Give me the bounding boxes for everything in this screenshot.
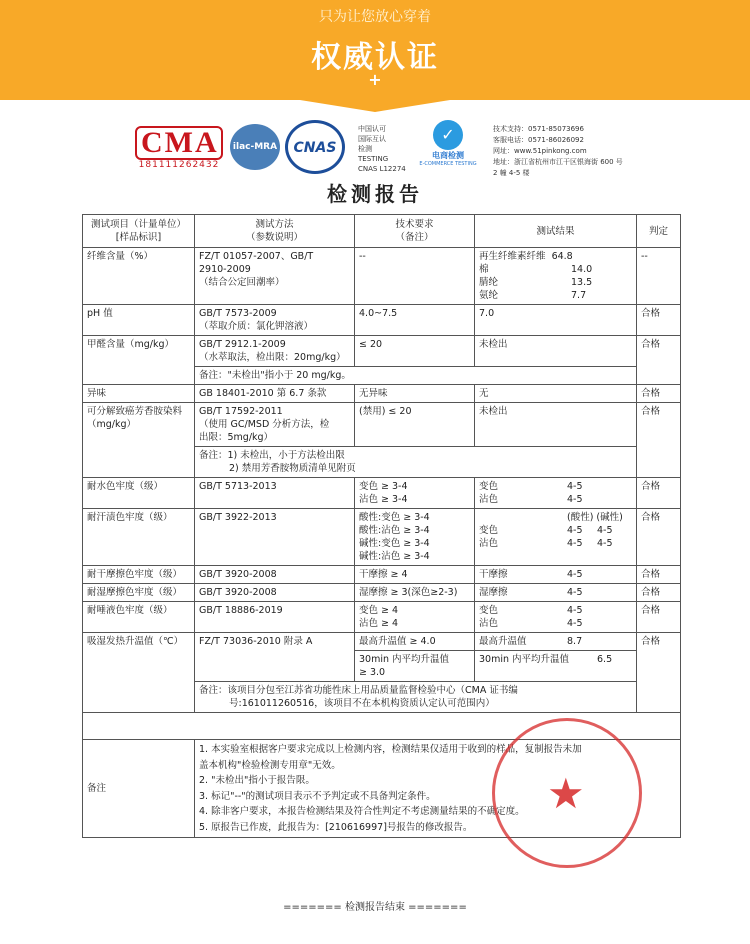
header-item xyxy=(83,215,195,248)
table-cell: GB/T 3920-2008 xyxy=(195,566,355,584)
table-cell xyxy=(475,602,637,633)
table-cell: 未检出 xyxy=(475,336,637,367)
text-line: 网址：www.51pinkong.com xyxy=(493,147,587,155)
table-cell xyxy=(475,248,637,305)
table-cell: 无异味 xyxy=(355,385,475,403)
text-line: 变色 xyxy=(479,605,499,616)
table-cell: 合格 xyxy=(637,566,681,584)
text-line: 沾色 xyxy=(479,538,499,549)
table-cell: 纤维含量（%） xyxy=(83,248,195,305)
table-cell: 合格 xyxy=(637,385,681,403)
text-line: 中国认可 xyxy=(358,125,386,133)
table-cell: 异味 xyxy=(83,385,195,403)
contact-info xyxy=(493,124,623,179)
table-cell: GB 18401-2010 第 6.7 条款 xyxy=(195,385,355,403)
table-cell: 湿摩擦 ≥ 3(深色≥2-3) xyxy=(355,584,475,602)
text-line: 测试方法 xyxy=(255,219,294,230)
table-cell: 合格 xyxy=(637,336,681,385)
table-cell: 干摩擦 ≥ 4 xyxy=(355,566,475,584)
table-cell: 耐水色牢度（级） xyxy=(83,478,195,509)
table-row xyxy=(83,566,681,584)
table-cell: GB/T 5713-2013 xyxy=(195,478,355,509)
text-line: 14.0 xyxy=(571,264,593,275)
text-line: 4-5 xyxy=(567,587,583,598)
text-line: （水萃取法，检出限：20mg/kg） xyxy=(199,352,346,363)
banner-subtitle: 只为让您放心穿着 xyxy=(319,9,431,25)
text-line: 出限：5mg/kg） xyxy=(199,432,274,443)
text-line: 4-5 xyxy=(567,525,583,536)
text-line: 酸性:变色 ≥ 3-4 xyxy=(359,512,430,523)
table-cell: 耐汗渍色牢度（级） xyxy=(83,509,195,566)
table-cell xyxy=(195,305,355,336)
ecom-subtitle: E-COMMERCE TESTING xyxy=(419,161,477,167)
text-line: 13.5 xyxy=(571,277,593,288)
header-verdict: 判定 xyxy=(637,215,681,248)
table-cell xyxy=(355,651,475,682)
text-line: 碱性:沾色 ≥ 3-4 xyxy=(359,551,430,562)
text-line: 号:161011260516，该项目不在本机构资质认定认可范围内） xyxy=(229,698,495,709)
text-line: 客服电话：0571-86026092 xyxy=(493,136,584,144)
table-cell: pH 值 xyxy=(83,305,195,336)
text-line: 备注：该项目分包至江苏省功能性床上用品质量监督检验中心（CMA 证书编 xyxy=(199,685,518,696)
text-line: 4-5 xyxy=(597,538,613,549)
text-line: [样品标识] xyxy=(115,232,162,243)
table-cell xyxy=(355,509,475,566)
table-cell: 合格 xyxy=(637,305,681,336)
ecom-title: 电商检测 xyxy=(432,151,464,160)
text-line: 2. "未检出"指小于报告限。 xyxy=(199,775,315,786)
text-line: 4-5 xyxy=(567,481,583,492)
star-icon: ★ xyxy=(547,769,585,818)
table-row xyxy=(83,584,681,602)
table-header-row xyxy=(83,215,681,248)
text-line: 变色 xyxy=(479,481,499,492)
table-cell: (禁用) ≤ 20 xyxy=(355,403,475,447)
text-line: GB/T 7573-2009 xyxy=(199,308,277,319)
cma-logo xyxy=(135,126,223,168)
table-cell: GB/T 3920-2008 xyxy=(195,584,355,602)
banner-title: 权威认证 xyxy=(311,40,439,75)
text-line: （备注） xyxy=(395,232,434,243)
text-line: （使用 GC/MSD 分析方法，检 xyxy=(199,419,330,430)
table-cell: 合格 xyxy=(637,602,681,633)
text-line: 4-5 xyxy=(597,525,613,536)
text-line: 检测 xyxy=(358,145,372,153)
table-cell xyxy=(355,478,475,509)
table-cell xyxy=(195,682,637,713)
text-line: 4-5 xyxy=(567,494,583,505)
text-line: 再生纤维素纤维 xyxy=(479,251,546,262)
table-cell xyxy=(195,336,355,367)
text-line: 棉 xyxy=(479,264,489,275)
text-line: 沾色 ≥ 4 xyxy=(359,618,399,629)
text-line: 4-5 xyxy=(567,569,583,580)
table-cell: 耐湿摩擦色牢度（级） xyxy=(83,584,195,602)
text-line: ≥ 3.0 xyxy=(359,667,386,678)
table-cell: 合格 xyxy=(637,509,681,566)
table-cell: 吸湿发热升温值（℃） xyxy=(83,633,195,713)
table-row xyxy=(83,248,681,305)
text-line: 湿摩擦 xyxy=(479,587,508,598)
table-cell: GB/T 18886-2019 xyxy=(195,602,355,633)
table-cell: FZ/T 73036-2010 附录 A xyxy=(195,633,355,682)
company-seal xyxy=(492,718,642,868)
table-cell: 可分解致癌芳香胺染料（mg/kg） xyxy=(83,403,195,478)
table-cell: 4.0~7.5 xyxy=(355,305,475,336)
table-row xyxy=(83,478,681,509)
header-method xyxy=(195,215,355,248)
table-cell xyxy=(475,478,637,509)
text-line: FZ/T 01057-2007、GB/T xyxy=(199,251,314,262)
text-line: GB/T 2912.1-2009 xyxy=(199,339,286,350)
text-line: 30min 内平均升温值 xyxy=(359,654,450,665)
text-line: 酸性:沾色 ≥ 3-4 xyxy=(359,525,430,536)
text-line: 备注：1) 未检出，小于方法检出限 xyxy=(199,450,345,461)
text-line: 最高升温值 xyxy=(479,636,527,647)
table-cell xyxy=(195,447,637,478)
table-row xyxy=(83,509,681,566)
table-cell: 无 xyxy=(475,385,637,403)
header-banner xyxy=(0,0,750,110)
table-cell: GB/T 3922-2013 xyxy=(195,509,355,566)
text-line: 64.8 xyxy=(551,251,573,262)
text-line: 测试项目（计量单位） xyxy=(90,219,186,230)
text-line: （萃取介质：氯化钾溶液） xyxy=(199,321,314,332)
text-line: 地址：浙江省杭州市江干区银海街 600 号 xyxy=(493,158,623,166)
cma-letters: CMA xyxy=(135,126,223,160)
text-line: （参数说明） xyxy=(245,232,303,243)
text-line: 国际互认 xyxy=(358,135,386,143)
table-cell xyxy=(475,566,637,584)
report-end-marker: ======= 检测报告结束 ======= xyxy=(283,902,467,913)
text-line: 沾色 ≥ 3-4 xyxy=(359,494,408,505)
table-row xyxy=(83,305,681,336)
text-line: 沾色 xyxy=(479,618,499,629)
table-cell xyxy=(195,248,355,305)
table-cell: 未检出 xyxy=(475,403,637,447)
text-line: 4-5 xyxy=(567,538,583,549)
table-row xyxy=(83,602,681,633)
text-line: 干摩擦 xyxy=(479,569,508,580)
table-cell: 合格 xyxy=(637,633,681,713)
table-cell xyxy=(475,584,637,602)
check-shield-icon: ✓ xyxy=(433,120,463,150)
table-row xyxy=(83,336,681,367)
text-line: (酸性) (碱性) xyxy=(567,512,623,523)
text-line: 4-5 xyxy=(567,618,583,629)
table-cell: ≤ 20 xyxy=(355,336,475,367)
table-cell: 合格 xyxy=(637,584,681,602)
cnas-logo: CNAS xyxy=(285,120,345,174)
table-cell: 合格 xyxy=(637,478,681,509)
header-result: 测试结果 xyxy=(475,215,637,248)
text-line: 氨纶 xyxy=(479,290,499,301)
text-line: 3. 标记"--"的测试项目表示不予判定或不具备判定条件。 xyxy=(199,790,436,802)
table-cell: 耐唾液色牢度（级） xyxy=(83,602,195,633)
text-line: 盖本机构"检验检测专用章"无效。 xyxy=(199,759,341,771)
text-line: 技术要求 xyxy=(395,219,434,230)
table-cell: 备注："未检出"指小于 20 mg/kg。 xyxy=(195,367,637,385)
table-row xyxy=(83,403,681,447)
text-line: 4-5 xyxy=(567,605,583,616)
table-cell: 耐干摩擦色牢度（级） xyxy=(83,566,195,584)
table-row xyxy=(83,633,681,651)
text-line: 技术支持：0571-85073696 xyxy=(493,125,584,133)
ilac-mra-logo: ilac-MRA xyxy=(230,124,280,170)
table-cell: -- xyxy=(355,248,475,305)
text-line: GB/T 17592-2011 xyxy=(199,406,283,417)
table-cell: 7.0 xyxy=(475,305,637,336)
text-line: TESTING xyxy=(358,155,389,163)
table-cell: 备注 xyxy=(83,740,195,838)
table-cell xyxy=(475,509,637,566)
table-cell xyxy=(195,403,355,447)
text-line: CNAS L12274 xyxy=(358,165,406,173)
text-line: 变色 ≥ 4 xyxy=(359,605,399,616)
text-line: 沾色 xyxy=(479,494,499,505)
cma-number: 181111262432 xyxy=(138,160,220,170)
text-line: 8.7 xyxy=(567,636,583,647)
text-line: 5. 原报告已作废，此报告为：[210616997]号报告的修改报告。 xyxy=(199,821,473,833)
text-line: 变色 ≥ 3-4 xyxy=(359,481,408,492)
banner-plus: + xyxy=(368,70,382,89)
table-cell xyxy=(475,651,637,682)
text-line: （结合公定回潮率） xyxy=(199,277,285,288)
text-line: 4. 除非客户要求，本报告检测结果及符合性判定不考虑测量结果的不确定度。 xyxy=(199,806,525,817)
table-cell: -- xyxy=(637,248,681,305)
text-line: 7.7 xyxy=(571,290,587,301)
text-line: 碱性:变色 ≥ 3-4 xyxy=(359,538,430,549)
ecommerce-testing-logo xyxy=(413,120,483,167)
cnas-text xyxy=(358,124,406,174)
text-line: 腈纶 xyxy=(479,277,499,288)
certification-logos xyxy=(135,120,635,175)
text-line: 1. 本实验室根据客户要求完成以上检测内容，检测结果仅适用于收到的样品，复制报告未加 xyxy=(199,744,582,755)
table-cell xyxy=(475,633,637,651)
text-line: 2910-2009 xyxy=(199,264,251,275)
table-cell: 最高升温值 ≥ 4.0 xyxy=(355,633,475,651)
table-cell: 甲醛含量（mg/kg） xyxy=(83,336,195,385)
header-requirement xyxy=(355,215,475,248)
text-line: 2 幢 4-5 楼 xyxy=(493,169,530,177)
text-line: 6.5 xyxy=(597,654,613,665)
table-row xyxy=(83,385,681,403)
report-title: 检测报告 xyxy=(327,182,423,206)
text-line: 2) 禁用芳香胺物质清单见附页 xyxy=(229,463,356,474)
text-line: 30min 内平均升温值 xyxy=(479,654,570,665)
table-cell xyxy=(355,602,475,633)
table-cell: 合格 xyxy=(637,403,681,478)
text-line: 变色 xyxy=(479,525,499,536)
